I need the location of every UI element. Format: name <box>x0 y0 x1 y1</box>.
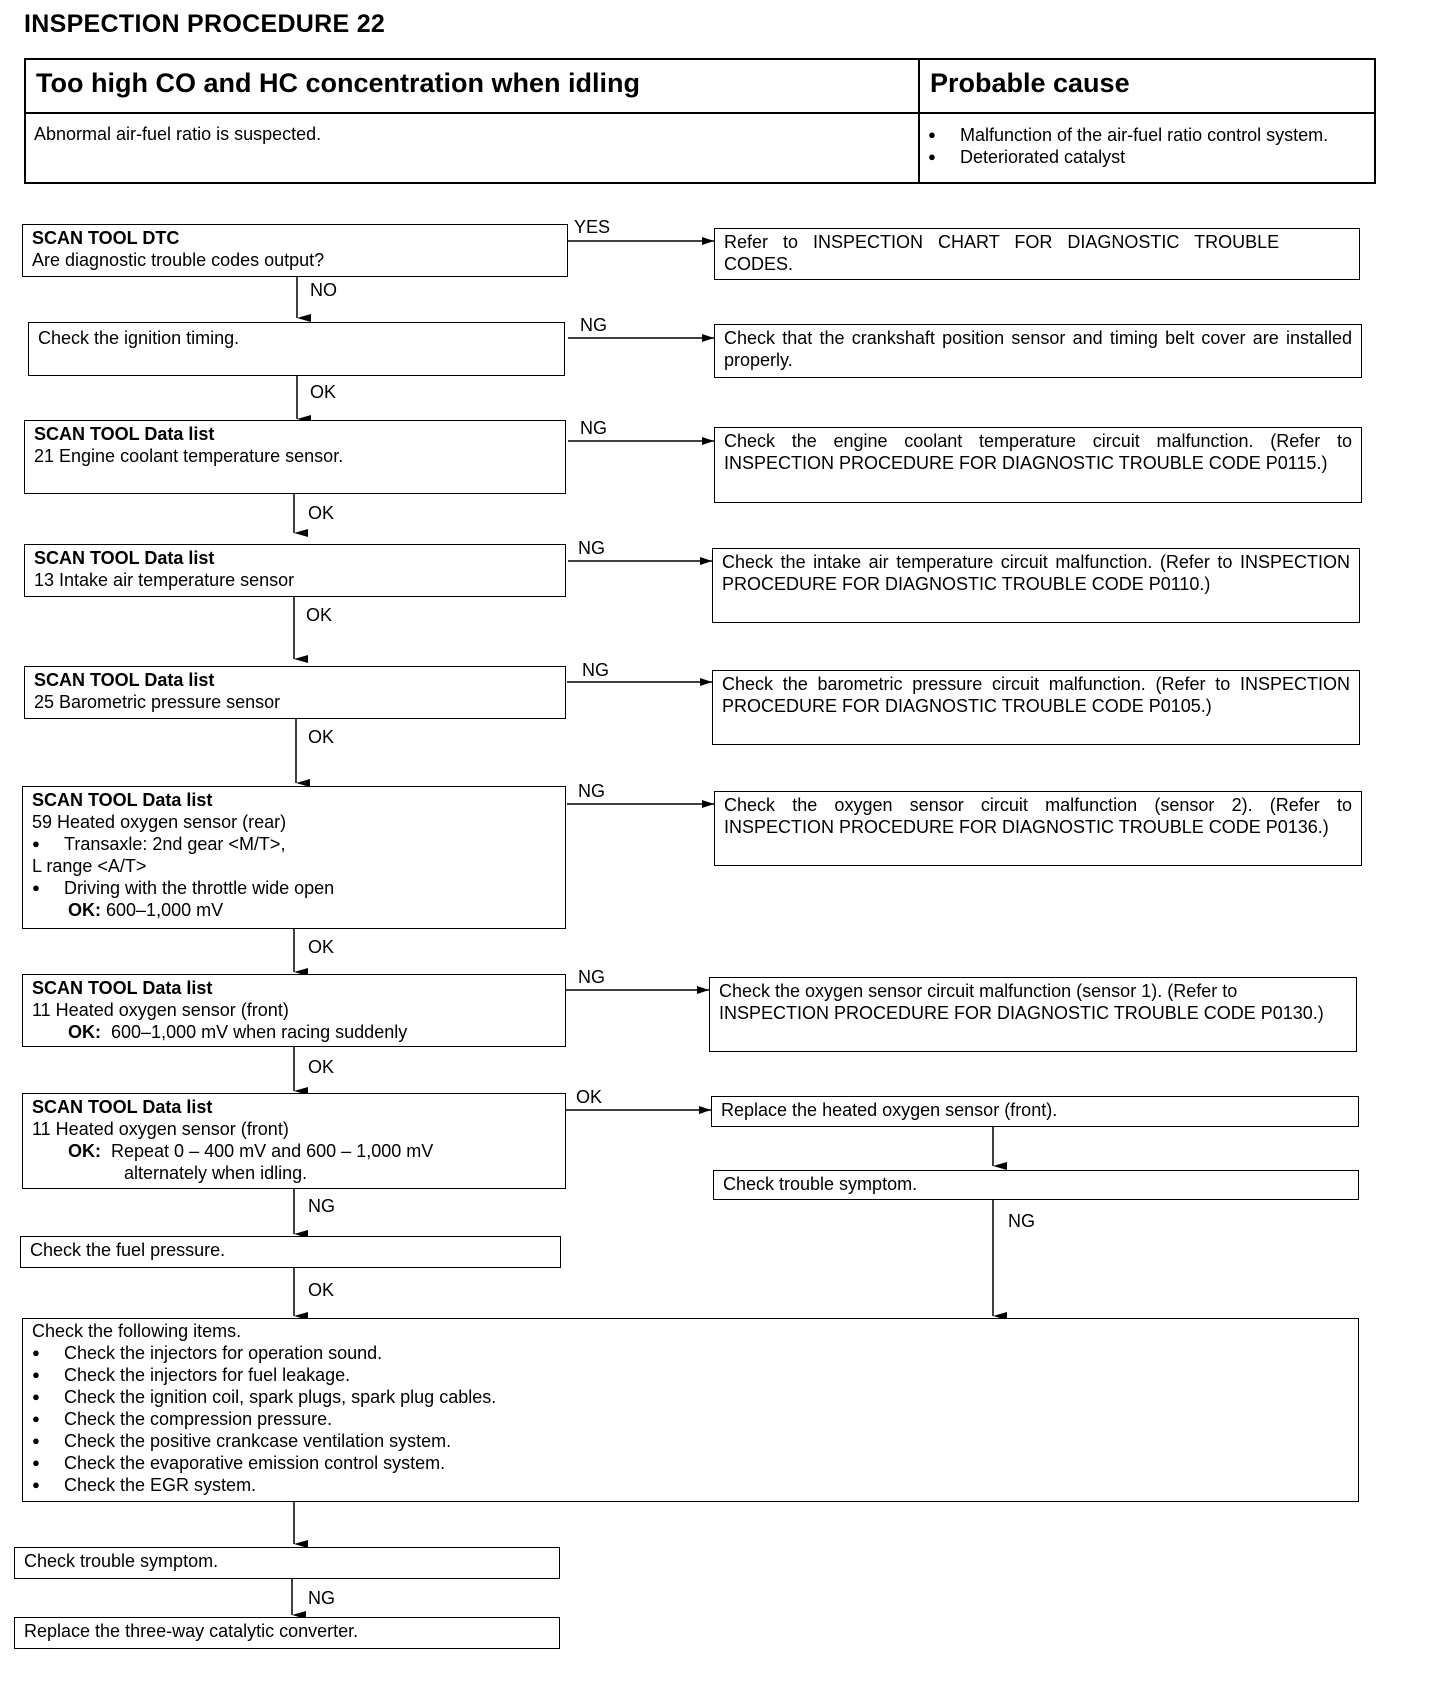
flow-label-ok: OK <box>308 1057 335 1077</box>
probable-cause-title: Probable cause <box>930 68 1130 98</box>
step-text: Are diagnostic trouble codes output? <box>32 250 325 270</box>
result-crankshaft-sensor: Check that the crankshaft position sensor and timing belt cover are installed properly. <box>714 324 1362 378</box>
check-item: ● Check the ignition coil, spark plugs, spark plug cables. <box>32 1386 1349 1408</box>
flow-label-ng: NG <box>1008 1211 1035 1231</box>
ok-criteria-continuation: alternately when idling. <box>124 1163 308 1183</box>
flow-label-ok: OK <box>308 727 335 747</box>
branch-label-ng: NG <box>580 418 607 438</box>
step-title: SCAN TOOL Data list <box>34 670 215 690</box>
result-iat-circuit: Check the intake air temperature circuit malfunction. (Refer to INSPECTION PROCEDURE FOR DIAGNOSTIC TROUBLE CODE P0110.) <box>712 548 1360 623</box>
step-intake-air-temp-sensor <box>24 544 566 597</box>
step-text: 25 Barometric pressure sensor <box>34 692 281 712</box>
ok-criteria <box>32 1021 556 1043</box>
step-ho2s-front-racing <box>22 974 566 1047</box>
condition-item: ● Driving with the throttle wide open <box>32 877 556 899</box>
step-replace-catalytic-converter <box>14 1617 560 1649</box>
step-check-ignition-timing <box>28 322 565 376</box>
branch-label-ng: NG <box>578 538 605 558</box>
branch-label-yes: YES <box>574 217 611 237</box>
flow-label-no: NO <box>310 280 337 300</box>
ok-value: Repeat 0 – 400 mV and 600 – 1,000 mV <box>111 1141 434 1161</box>
step-text: Check the fuel pressure. <box>30 1240 226 1260</box>
branch-label-ng: NG <box>578 967 605 987</box>
step-text: 21 Engine coolant temperature sensor. <box>34 446 344 466</box>
result-o2-sensor1-circuit: Check the oxygen sensor circuit malfunction (sensor 1). (Refer to INSPECTION PROCEDURE FOR DIAGNOSTIC TROUBLE CODE P0130.) <box>709 977 1357 1052</box>
step-text: 13 Intake air temperature sensor <box>34 570 295 590</box>
step-title: SCAN TOOL Data list <box>32 1097 213 1117</box>
step-text: 11 Heated oxygen sensor (front) <box>32 1000 289 1020</box>
ok-value: 600–1,000 mV when racing suddenly <box>111 1022 408 1042</box>
step-check-following-items <box>22 1318 1359 1502</box>
ok-prefix: OK: <box>68 1022 101 1042</box>
check-item: ● Check the injectors for fuel leakage. <box>32 1364 1349 1386</box>
ok-prefix: OK: <box>68 900 101 920</box>
condition-continuation: L range <A/T> <box>32 856 147 876</box>
flow-label-ng: NG <box>308 1588 335 1608</box>
step-scan-tool-dtc <box>22 224 568 277</box>
step-title: SCAN TOOL DTC <box>32 228 180 248</box>
step-title: SCAN TOOL Data list <box>32 978 213 998</box>
ok-criteria <box>32 899 556 921</box>
step-text: Check the following items. <box>32 1321 242 1341</box>
check-item: ● Check the evaporative emission control system. <box>32 1452 1349 1474</box>
step-check-trouble-symptom <box>14 1547 560 1579</box>
check-item: ● Check the compression pressure. <box>32 1408 1349 1430</box>
step-ho2s-front-idling <box>22 1093 566 1189</box>
step-check-trouble-symptom-right: Check trouble symptom. <box>713 1170 1359 1200</box>
ok-value: 600–1,000 mV <box>106 900 224 920</box>
result-ect-circuit: Check the engine coolant temperature circuit malfunction. (Refer to INSPECTION PROCEDURE FOR DIAGNOSTIC TROUBLE CODE P0115.) <box>714 427 1362 503</box>
step-title: SCAN TOOL Data list <box>32 790 213 810</box>
page-title: INSPECTION PROCEDURE 22 <box>24 10 386 38</box>
symptom-title: Too high CO and HC concentration when idling <box>36 68 640 98</box>
branch-label-ng: NG <box>578 781 605 801</box>
branch-label-ng: NG <box>580 315 607 335</box>
step-text: Replace the three-way catalytic converter. <box>24 1621 359 1641</box>
branch-label-ok: OK <box>576 1087 603 1107</box>
step-ho2s-rear <box>22 786 566 929</box>
ok-prefix: OK: <box>68 1141 101 1161</box>
check-item: ● Check the EGR system. <box>32 1474 1349 1496</box>
step-check-fuel-pressure <box>20 1236 561 1268</box>
check-item: ● Check the injectors for operation sound. <box>32 1342 1349 1364</box>
probable-cause-item: ● Deteriorated catalyst <box>928 146 1328 168</box>
result-refer-dtc-chart: Refer to INSPECTION CHART FOR DIAGNOSTIC TROUBLE CODES. <box>714 228 1360 280</box>
step-text: Check trouble symptom. <box>24 1551 219 1571</box>
flow-label-ok: OK <box>308 503 335 523</box>
result-o2-sensor2-circuit: Check the oxygen sensor circuit malfunction (sensor 2). (Refer to INSPECTION PROCEDURE FOR DIAGNOSTIC TROUBLE CODE P0136.) <box>714 791 1362 866</box>
step-title: SCAN TOOL Data list <box>34 424 215 444</box>
ok-criteria <box>32 1140 556 1162</box>
flow-label-ng: NG <box>308 1196 335 1216</box>
flow-label-ok: OK <box>310 382 337 402</box>
step-title: SCAN TOOL Data list <box>34 548 215 568</box>
probable-cause-item: ● Malfunction of the air-fuel ratio control system. <box>928 124 1328 146</box>
branch-label-ng: NG <box>582 660 609 680</box>
condition-item: ● Transaxle: 2nd gear <M/T>, <box>32 833 556 855</box>
step-ect-sensor <box>24 420 566 494</box>
symptom-description: Abnormal air-fuel ratio is suspected. <box>34 124 322 144</box>
check-item: ● Check the positive crankcase ventilation system. <box>32 1430 1349 1452</box>
step-text: Check the ignition timing. <box>38 328 240 348</box>
flow-label-ok: OK <box>308 937 335 957</box>
flow-label-ok: OK <box>308 1280 335 1300</box>
step-barometric-pressure-sensor <box>24 666 566 719</box>
result-replace-ho2s-front: Replace the heated oxygen sensor (front). <box>711 1096 1359 1127</box>
step-text: 59 Heated oxygen sensor (rear) <box>32 812 287 832</box>
flow-label-ok: OK <box>306 605 333 625</box>
step-text: 11 Heated oxygen sensor (front) <box>32 1119 289 1139</box>
result-barometric-circuit: Check the barometric pressure circuit malfunction. (Refer to INSPECTION PROCEDURE FOR DIAGNOSTIC TROUBLE CODE P0105.) <box>712 670 1360 745</box>
